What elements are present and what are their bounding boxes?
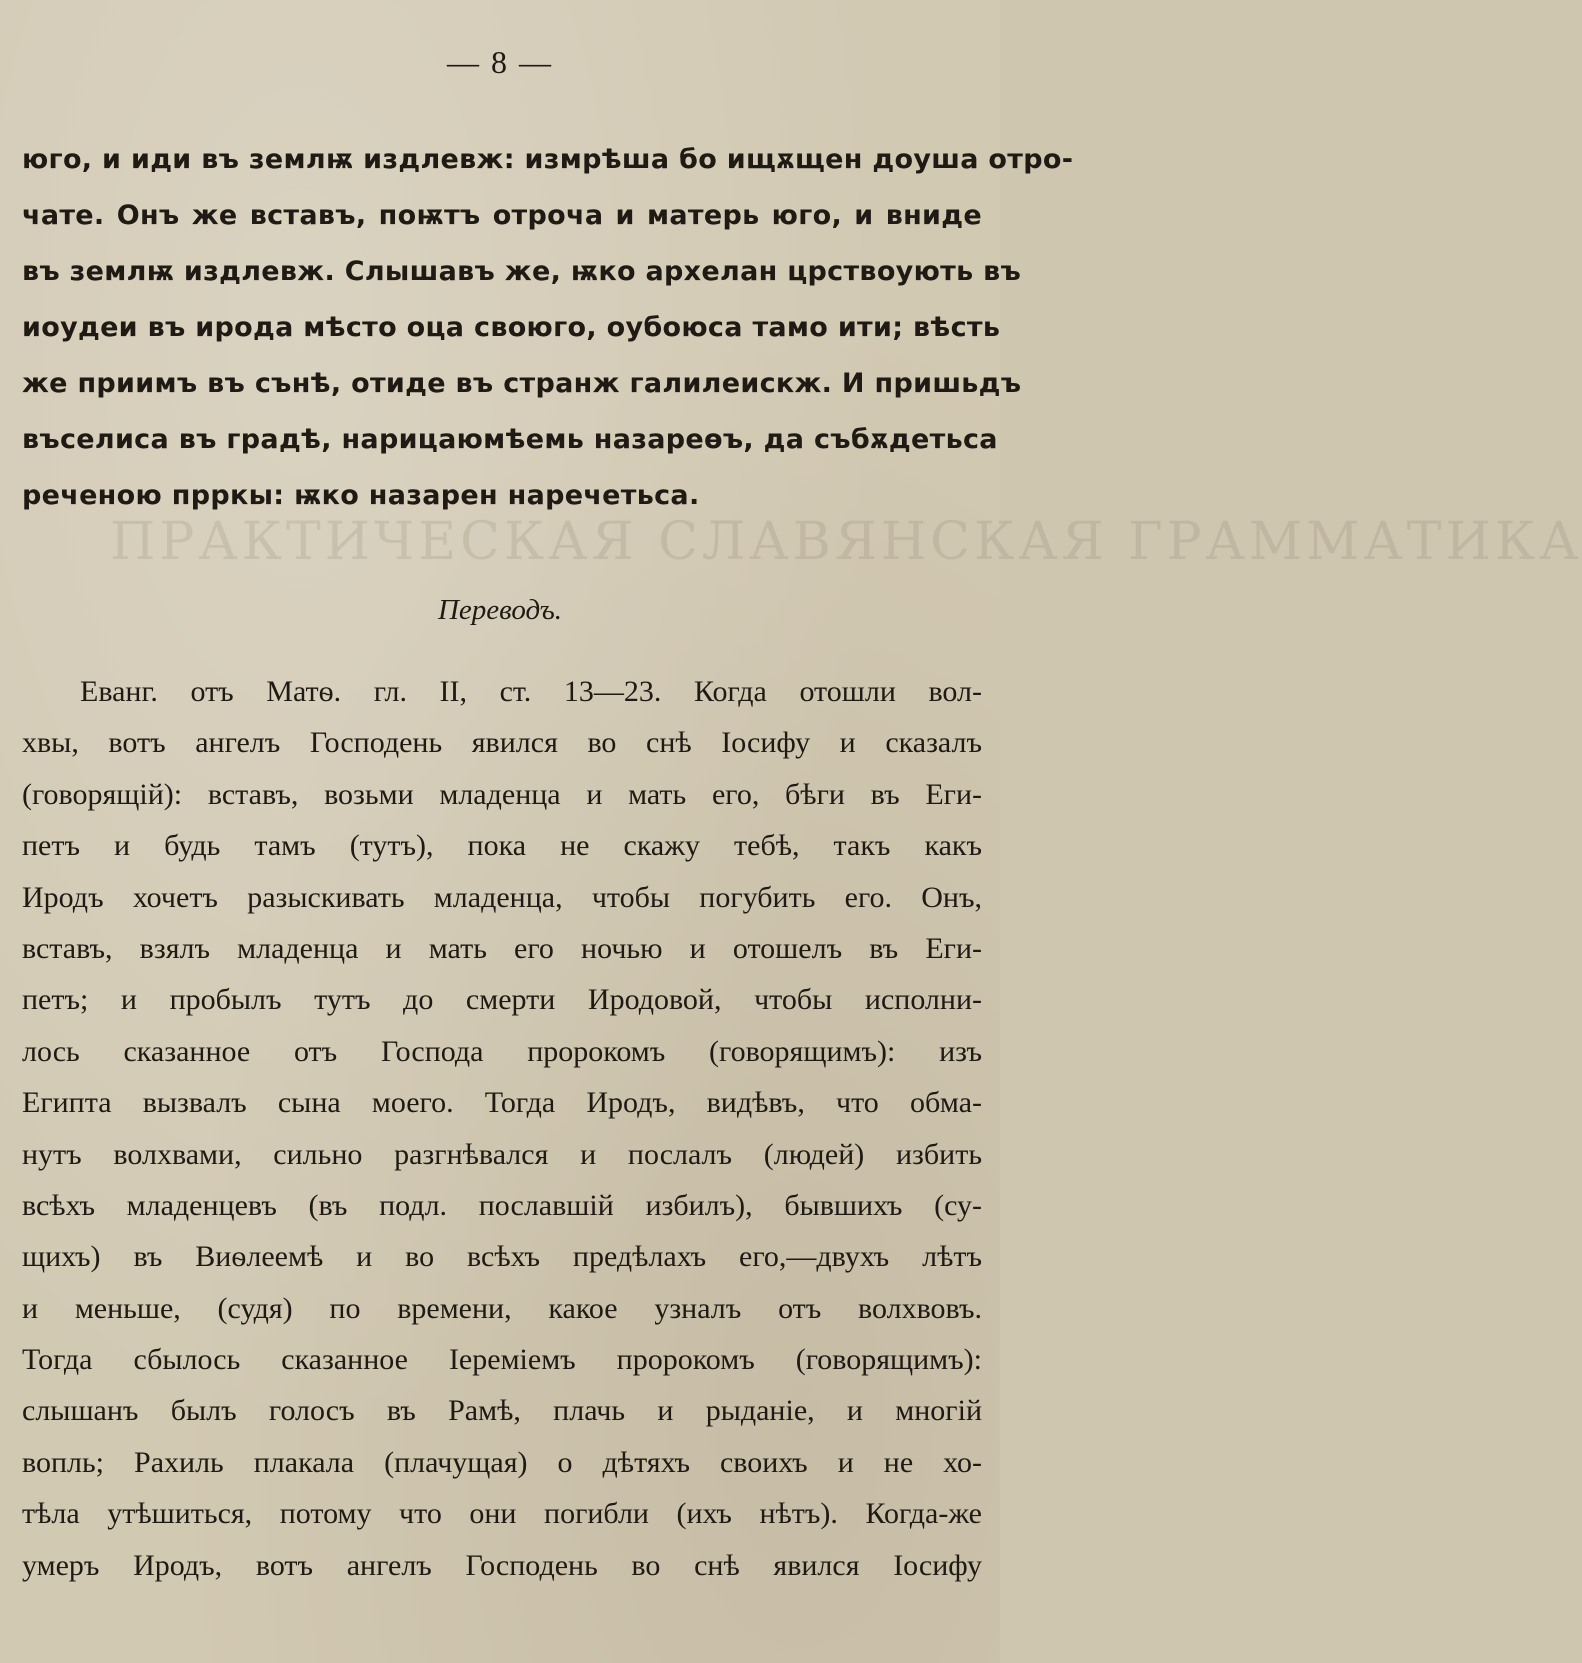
translation-line: умеръ Иродъ, вотъ ангелъ Господень во снѣ явился Іосифу <box>22 1548 982 1582</box>
slavonic-line: въ землѭ издлевж. Слышавъ же, ѭко архелан црствоують въ <box>22 256 1022 287</box>
translation-line: Еванг. отъ Матѳ. гл. II, ст. 13—23. Когда отошли вол- <box>80 675 982 708</box>
translation-line: Иродъ хочетъ разыскивать младенца, чтобы погубить его. Онъ, <box>22 880 982 914</box>
translation-line: слышанъ былъ голосъ въ Рамѣ, плачь и рыданіе, и многій <box>22 1394 982 1428</box>
slavonic-line: въселиса въ градѣ, нарицаюмѣемь назареѳъ, да събѫдетьса <box>22 424 998 455</box>
translation-heading: Переводъ. <box>437 594 563 626</box>
church-slavonic-passage <box>22 132 1074 524</box>
slavonic-line: иоудеи въ ирода мѣсто оца своюго, оубоюса тамо ити; вѣсть <box>22 312 1001 343</box>
translation-line: петъ; и пробылъ тутъ до смерти Иродовой, чтобы исполни- <box>22 983 982 1017</box>
slavonic-line: юго, и иди въ землѭ издлевж: измрѣша бо ищѫщен доуша отро- <box>22 144 1074 175</box>
translation-line: тѣла утѣшиться, потому что они погибли (ихъ нѣтъ). Когда-же <box>22 1497 982 1531</box>
translation-line: вставъ, взялъ младенца и мать его ночью и отошелъ въ Еги- <box>22 931 982 965</box>
slavonic-line: чате. Онъ же вставъ, поѭтъ отроча и матерь юго, и вниде <box>22 200 982 231</box>
translation-line: щихъ) въ Виѳлеемѣ и во всѣхъ предѣлахъ его,—двухъ лѣтъ <box>22 1240 982 1274</box>
translation-line: нутъ волхвами, сильно разгнѣвался и послалъ (людей) избить <box>22 1137 982 1171</box>
slavonic-line: реченою прркы: ѭко назарен наречетьса. <box>22 480 700 511</box>
translation-line: лось сказанное отъ Господа пророкомъ (говорящимъ): изъ <box>22 1034 982 1068</box>
translation-line: хвы, вотъ ангелъ Господень явился во снѣ Іосифу и сказалъ <box>22 726 982 760</box>
translation-line: Египта вызвалъ сына моего. Тогда Иродъ, видѣвъ, что обма- <box>22 1086 982 1120</box>
bleed-through-text: ПРАКТИЧЕСКАЯ СЛАВЯНСКАЯ ГРАММАТИКА <box>110 512 1582 572</box>
translation-line: и меньше, (судя) по времени, какое узналъ отъ волхвовъ. <box>22 1291 982 1325</box>
translation-line: (говорящій): вставъ, возьми младенца и мать его, бѣги въ Еги- <box>22 777 982 811</box>
translation-line: всѣхъ младенцевъ (въ подл. пославшій избилъ), бывшихъ (су- <box>22 1188 982 1222</box>
translation-passage <box>22 666 982 1591</box>
translation-line: петъ и будь тамъ (тутъ), пока не скажу тебѣ, такъ какъ <box>22 829 982 863</box>
translation-line: Тогда сбылось сказанное Іереміемъ пророкомъ (говорящимъ): <box>22 1343 982 1377</box>
page-number: — 8 — <box>447 44 553 80</box>
translation-line: вопль; Рахиль плакала (плачущая) о дѣтяхъ своихъ и не хо- <box>22 1445 982 1479</box>
slavonic-line: же приимъ въ сънѣ, отиде въ странж галилеискж. И пришьдъ <box>22 368 1022 399</box>
